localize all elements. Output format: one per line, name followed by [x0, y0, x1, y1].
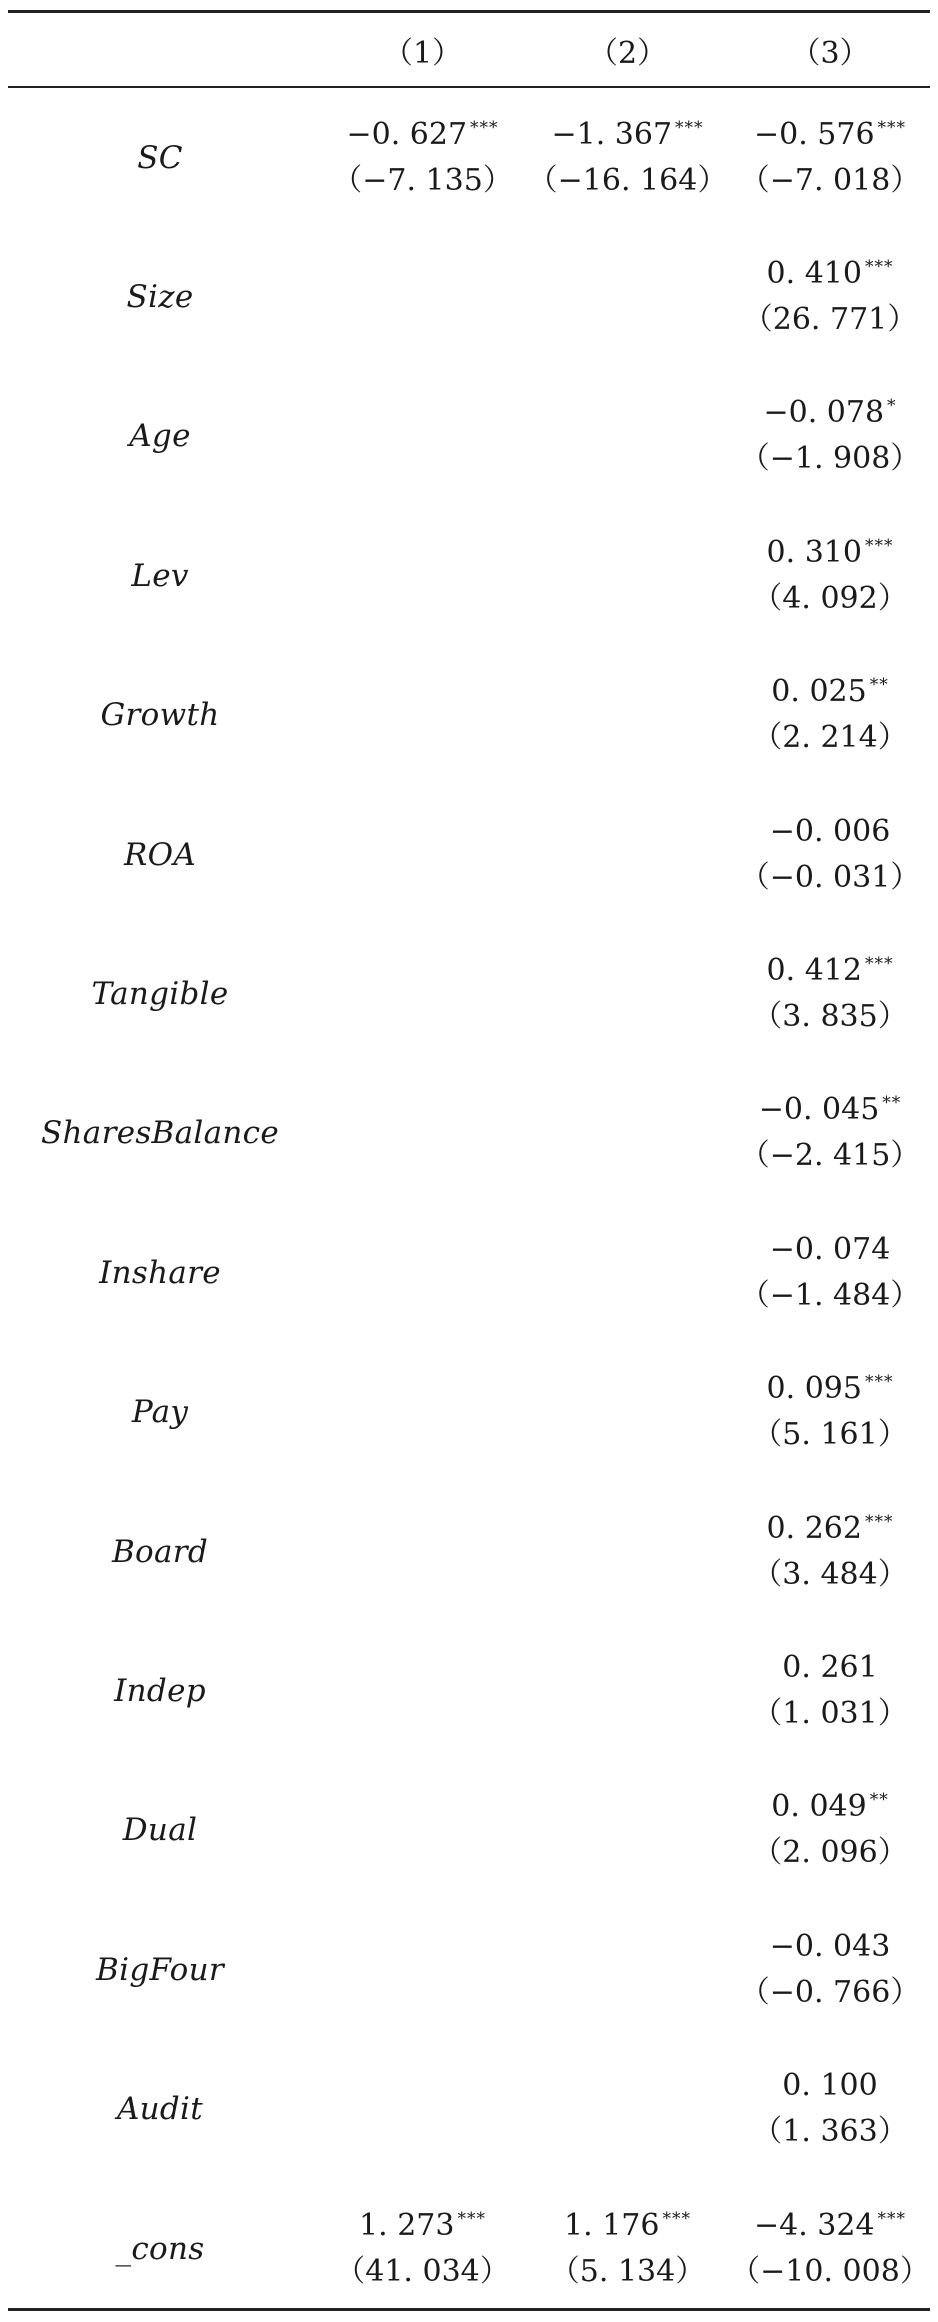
- variable-cell: [0, 1482, 320, 1621]
- estimate-cell-column-3: [730, 1343, 930, 1482]
- variable-name: Age: [129, 418, 191, 455]
- coefficient-value: −0. 627: [346, 116, 468, 152]
- coefficient-value: −0. 074: [769, 1231, 891, 1267]
- table-row: [0, 1900, 938, 2039]
- estimate-cell-column-3: [730, 506, 930, 645]
- table-row: [0, 785, 938, 924]
- variable-name: Pay: [131, 1394, 189, 1431]
- table-row: [0, 1203, 938, 1342]
- significance-stars: ***: [675, 117, 704, 138]
- estimate-cell-column-2: [525, 1761, 730, 1900]
- coefficient: [767, 948, 894, 994]
- estimate-cell-column-1: [320, 2039, 525, 2178]
- estimate-cell-column-2: [525, 924, 730, 1063]
- coefficient: [771, 1784, 888, 1830]
- table-row: [0, 1064, 938, 1203]
- table-row: [0, 1621, 938, 1760]
- coefficient-value: 0. 261: [782, 1649, 878, 1685]
- table-row: [0, 506, 938, 645]
- estimate-cell-column-1: [320, 1482, 525, 1621]
- estimate-cell-column-1: [320, 785, 525, 924]
- t-statistic: （5. 161）: [752, 1417, 908, 1453]
- coefficient: [763, 390, 896, 436]
- estimate-cell-column-2: [525, 1203, 730, 1342]
- table-row: [0, 1761, 938, 1900]
- variable-cell: [0, 1900, 320, 2039]
- t-statistic: （−1. 908）: [739, 441, 921, 477]
- t-statistic: （−0. 031）: [739, 859, 921, 895]
- estimate-cell-column-3: [730, 367, 930, 506]
- estimate-cell-column-3: [730, 646, 930, 785]
- significance-stars: *: [887, 396, 897, 417]
- header-column-3: （3）: [790, 36, 870, 71]
- t-statistic: （2. 096）: [752, 1835, 908, 1871]
- coefficient: [564, 2203, 691, 2249]
- estimate-cell-column-1: [320, 1900, 525, 2039]
- table-row: [0, 646, 938, 785]
- header-variable-cell: [0, 14, 320, 86]
- significance-stars: **: [869, 675, 889, 696]
- t-statistic: （1. 363）: [752, 2114, 908, 2150]
- t-statistic: （−16. 164）: [527, 162, 728, 198]
- significance-stars: ***: [864, 257, 894, 278]
- coefficient-value: 1. 176: [564, 2207, 660, 2243]
- t-statistic: （26. 771）: [742, 302, 918, 338]
- coefficient: [782, 1645, 877, 1691]
- coefficient-value: −1. 367: [551, 116, 673, 152]
- estimate-cell-column-2: [525, 1621, 730, 1760]
- estimate-cell-column-2: [525, 227, 730, 366]
- estimate-cell-column-3: [730, 1761, 930, 1900]
- variable-name: Audit: [116, 2091, 204, 2128]
- table-row: [0, 1343, 938, 1482]
- t-statistic: （−1. 484）: [739, 1277, 921, 1313]
- variable-name: SC: [137, 139, 183, 176]
- estimate-cell-column-2: [525, 1482, 730, 1621]
- coefficient: [754, 2203, 906, 2249]
- estimate-cell-column-2: [525, 1900, 730, 2039]
- estimate-cell-column-2: [525, 2179, 730, 2318]
- header-column-1: （1）: [382, 36, 463, 71]
- variable-name: Tangible: [91, 976, 229, 1013]
- estimate-cell-column-3: [730, 1482, 930, 1621]
- variable-cell: [0, 506, 320, 645]
- variable-cell: [0, 1761, 320, 1900]
- variable-name: BigFour: [96, 1951, 224, 1988]
- significance-stars: ***: [457, 2208, 486, 2229]
- significance-stars: ***: [864, 1511, 894, 1532]
- significance-stars: ***: [877, 117, 907, 138]
- estimate-cell-column-3: [730, 785, 930, 924]
- variable-cell: [0, 367, 320, 506]
- coefficient: [767, 1366, 894, 1412]
- coefficient: [767, 251, 894, 297]
- t-statistic: （−7. 018）: [739, 162, 921, 198]
- t-statistic: （3. 484）: [752, 1556, 908, 1592]
- variable-name: Dual: [122, 1812, 198, 1849]
- coefficient-value: 1. 273: [359, 2207, 455, 2243]
- table-row: [0, 227, 938, 366]
- t-statistic: （3. 835）: [752, 999, 908, 1035]
- estimate-cell-column-1: [320, 924, 525, 1063]
- variable-cell: [0, 88, 320, 227]
- significance-stars: ***: [864, 1372, 894, 1393]
- estimate-cell-column-1: [320, 506, 525, 645]
- coefficient-value: 0. 095: [766, 1371, 862, 1407]
- estimate-cell-column-3: [730, 2039, 930, 2178]
- estimate-cell-column-2: [525, 1343, 730, 1482]
- estimate-cell-column-1: [320, 88, 525, 227]
- variable-name: Lev: [131, 557, 189, 594]
- estimate-cell-column-2: [525, 506, 730, 645]
- estimate-cell-column-2: [525, 88, 730, 227]
- coefficient: [782, 2063, 877, 2109]
- table-row: [0, 367, 938, 506]
- variable-name: Growth: [100, 697, 220, 734]
- coefficient-value: 0. 262: [766, 1510, 862, 1546]
- coefficient: [770, 809, 891, 855]
- estimate-cell-column-1: [320, 1203, 525, 1342]
- t-statistic: （2. 214）: [752, 720, 908, 756]
- coefficient: [767, 530, 894, 576]
- estimate-cell-column-2: [525, 367, 730, 506]
- variable-cell: [0, 2039, 320, 2178]
- variable-cell: [0, 1343, 320, 1482]
- significance-stars: ***: [470, 117, 499, 138]
- table-body: [0, 88, 938, 2318]
- coefficient: [359, 2203, 486, 2249]
- estimate-cell-column-1: [320, 646, 525, 785]
- variable-cell: [0, 2179, 320, 2318]
- table-header: [0, 14, 938, 86]
- variable-name: Board: [111, 1533, 209, 1570]
- coefficient-value: −0. 576: [753, 116, 875, 152]
- coefficient-value: −0. 043: [769, 1928, 891, 1964]
- coefficient: [551, 112, 703, 158]
- t-statistic: （−10. 008）: [730, 2253, 930, 2289]
- coefficient: [771, 669, 888, 715]
- significance-stars: ***: [877, 2208, 907, 2229]
- coefficient-value: 0. 100: [782, 2068, 878, 2104]
- estimate-cell-column-3: [730, 1064, 930, 1203]
- coefficient-value: 0. 310: [766, 534, 862, 570]
- estimate-cell-column-2: [525, 646, 730, 785]
- variable-name: Indep: [114, 1672, 206, 1709]
- variable-cell: [0, 227, 320, 366]
- header-column-2: （2）: [587, 36, 668, 71]
- variable-name: Inshare: [99, 1254, 221, 1291]
- t-statistic: （−7. 135）: [332, 162, 513, 198]
- significance-stars: **: [869, 1790, 889, 1811]
- variable-name: Size: [126, 279, 194, 316]
- variable-name: ROA: [123, 836, 197, 873]
- table-row: [0, 2039, 938, 2178]
- estimate-cell-column-1: [320, 227, 525, 366]
- t-statistic: （41. 034）: [335, 2253, 510, 2289]
- t-statistic: （5. 134）: [549, 2253, 706, 2289]
- variable-cell: [0, 1621, 320, 1760]
- table-row: [0, 924, 938, 1063]
- coefficient-value: 0. 049: [771, 1789, 867, 1825]
- coefficient-value: −4. 324: [753, 2207, 875, 2243]
- t-statistic: （−0. 766）: [739, 1974, 921, 2010]
- estimate-cell-column-3: [730, 88, 930, 227]
- estimate-cell-column-3: [730, 1203, 930, 1342]
- table-row: [0, 2179, 938, 2318]
- variable-cell: [0, 646, 320, 785]
- variable-cell: [0, 785, 320, 924]
- estimate-cell-column-1: [320, 1343, 525, 1482]
- table-row: [0, 88, 938, 227]
- significance-stars: ***: [864, 954, 894, 975]
- significance-stars: ***: [864, 535, 894, 556]
- coefficient: [754, 112, 906, 158]
- estimate-cell-column-1: [320, 2179, 525, 2318]
- estimate-cell-column-3: [730, 1900, 930, 2039]
- coefficient: [770, 1924, 891, 1970]
- estimate-cell-column-2: [525, 1064, 730, 1203]
- t-statistic: （−2. 415）: [739, 1138, 921, 1174]
- t-statistic: （4. 092）: [752, 580, 908, 616]
- variable-cell: [0, 1064, 320, 1203]
- significance-stars: ***: [662, 2208, 691, 2229]
- estimate-cell-column-3: [730, 924, 930, 1063]
- estimate-cell-column-3: [730, 227, 930, 366]
- estimate-cell-column-1: [320, 1621, 525, 1760]
- coefficient: [767, 1506, 894, 1552]
- estimate-cell-column-1: [320, 1064, 525, 1203]
- coefficient-value: −0. 006: [769, 813, 891, 849]
- variable-cell: [0, 924, 320, 1063]
- estimate-cell-column-3: [730, 1621, 930, 1760]
- coefficient-value: −0. 078: [763, 395, 885, 431]
- bottom-rule: [8, 2308, 930, 2311]
- coefficient-value: −0. 045: [758, 1092, 880, 1128]
- t-statistic: （1. 031）: [752, 1695, 908, 1731]
- coefficient-value: 0. 412: [766, 953, 862, 989]
- estimate-cell-column-2: [525, 2039, 730, 2178]
- coefficient: [346, 112, 498, 158]
- variable-name: _cons: [115, 2230, 205, 2267]
- coefficient: [770, 1227, 891, 1273]
- estimate-cell-column-3: [730, 2179, 930, 2318]
- significance-stars: **: [882, 1093, 902, 1114]
- coefficient-value: 0. 410: [766, 256, 862, 292]
- coefficient-value: 0. 025: [771, 674, 867, 710]
- table-row: [0, 1482, 938, 1621]
- variable-name: SharesBalance: [41, 1115, 279, 1152]
- variable-cell: [0, 1203, 320, 1342]
- estimate-cell-column-1: [320, 1761, 525, 1900]
- top-rule: [8, 10, 930, 13]
- coefficient: [759, 1087, 902, 1133]
- estimate-cell-column-1: [320, 367, 525, 506]
- estimate-cell-column-2: [525, 785, 730, 924]
